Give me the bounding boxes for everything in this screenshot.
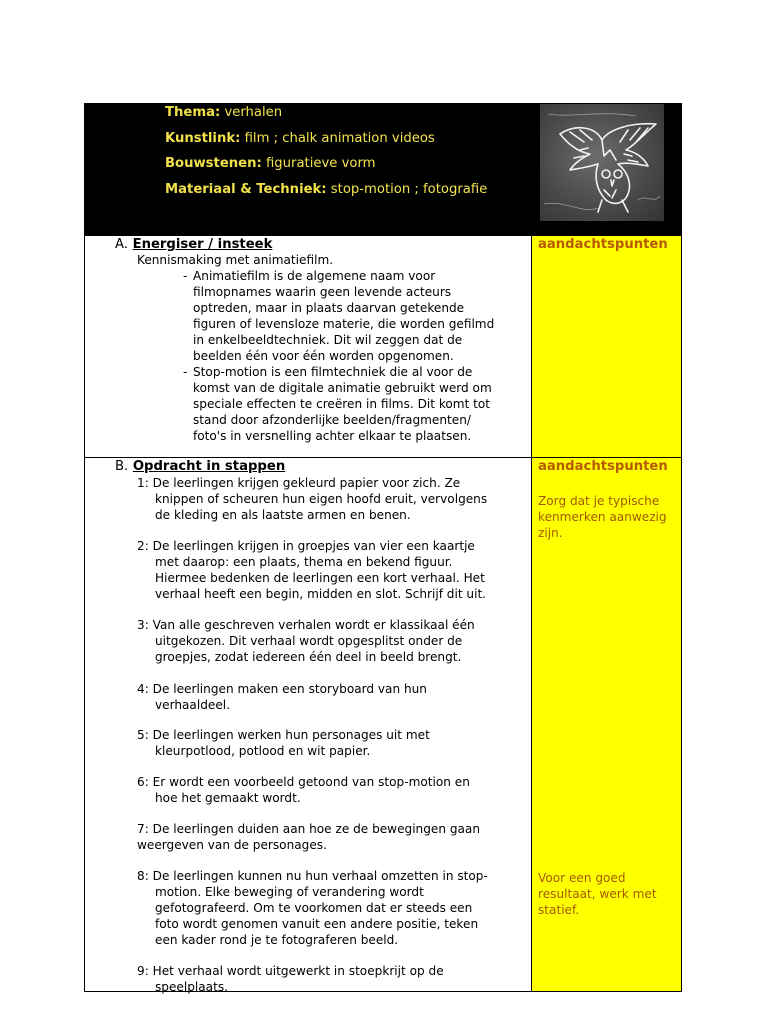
bouwstenen-label: Bouwstenen: <box>165 156 262 171</box>
bullet-2-dash: - <box>183 365 188 379</box>
step-line: motion. Elke beweging of verandering wordt <box>155 885 424 899</box>
step-line: groepjes, zodat iedereen één deel in beeld brengt. <box>155 650 462 664</box>
bullet-2-line: Stop-motion is een filmtechniek die al voor de <box>193 365 473 379</box>
section-b-heading: Opdracht in stappen <box>132 459 286 474</box>
step-number: 9: <box>137 964 149 978</box>
step-number: 7: <box>137 822 149 836</box>
step-line: Van alle geschreven verhalen wordt er klassikaal één <box>152 618 475 632</box>
note-line: zijn. <box>538 526 563 540</box>
note-line: kenmerken aanwezig <box>538 510 667 524</box>
step-number: 4: <box>137 682 149 696</box>
step-line: De leerlingen werken hun personages uit met <box>152 728 430 742</box>
step-6 <box>137 775 470 791</box>
bullet-2-line: stand door afzonderlijke beelden/fragmenten/ <box>193 413 471 427</box>
note-line: Voor een goed <box>538 871 626 885</box>
kunstlink-label: Kunstlink: <box>165 130 241 146</box>
header-block <box>85 104 681 235</box>
step-line: uitgekozen. Dit verhaal wordt opgesplitst onder de <box>155 634 463 648</box>
step-line: De leerlingen duiden aan hoe ze de bewegingen gaan <box>152 822 481 836</box>
header-line-materiaal <box>165 181 487 207</box>
step-line: een kader rond je te fotograferen beeld. <box>155 933 399 947</box>
step-line: de kleding en als laatste armen en benen. <box>155 508 411 522</box>
step-2 <box>137 539 475 555</box>
step-line: met daarop: een plaats, thema en bekend figuur. <box>155 555 453 569</box>
step-number: 3: <box>137 618 149 632</box>
bullet-1-dash: - <box>183 269 188 283</box>
materiaal-label: Materiaal & Techniek: <box>165 181 327 197</box>
bullet-2-line: foto's in versnelling achter elkaar te plaatsen. <box>193 429 472 443</box>
bullet-1-line: beelden één voor één worden opgenomen. <box>193 349 454 363</box>
note-line: Zorg dat je typische <box>538 494 660 508</box>
section-a-notes-title: aandachtspunten <box>538 237 668 252</box>
section-a-heading: Energiser / insteek <box>132 237 273 252</box>
section-a-letter: A. <box>115 237 128 252</box>
step-number: 1: <box>137 476 149 490</box>
section-b-notes-column <box>531 458 681 991</box>
section-a-title <box>115 237 272 252</box>
step-line: gefotografeerd. Om te voorkomen dat er steeds een <box>155 901 473 915</box>
step-4 <box>137 682 427 698</box>
section-energiser <box>85 235 681 457</box>
step-line: Er wordt een voorbeeld getoond van stop-motion en <box>152 775 470 789</box>
thema-value: verhalen <box>224 105 283 120</box>
step-line: kleurpotlood, potlood en wit papier. <box>155 744 371 758</box>
step-line: De leerlingen maken een storyboard van hun <box>152 682 427 696</box>
step-line: De leerlingen kunnen nu hun verhaal omzetten in stop- <box>152 869 488 883</box>
thema-label: Thema: <box>165 105 221 120</box>
header-line-bouwstenen <box>165 155 487 181</box>
section-a-intro: Kennismaking met animatiefilm. <box>137 253 334 267</box>
step-line: foto wordt genomen vanuit een andere positie, teken <box>155 917 479 931</box>
owl-chalk-image <box>540 104 664 221</box>
step-9 <box>137 964 444 980</box>
bullet-1-line: filmopnames waarin geen levende acteurs <box>193 285 452 299</box>
kunstlink-value: film ; chalk animation videos <box>244 130 435 146</box>
step-line: knippen of scheuren hun eigen hoofd eruit, vervolgens <box>155 492 488 506</box>
bouwstenen-value: figuratieve vorm <box>265 156 376 171</box>
step-line: Hiermee bedenken de leerlingen een kort verhaal. Het <box>155 571 485 585</box>
header-lines <box>165 104 487 206</box>
step-8 <box>137 869 488 885</box>
step-1 <box>137 476 460 492</box>
step-5 <box>137 728 430 744</box>
step-line: De leerlingen krijgen gekleurd papier voor zich. Ze <box>152 476 461 490</box>
step-3 <box>137 618 475 634</box>
bullet-1-line: Animatiefilm is de algemene naam voor <box>193 269 436 283</box>
bullet-1-line: optreden, maar in plaats daarvan getekende <box>193 301 465 315</box>
step-line: weergeven van de personages. <box>137 838 327 852</box>
bullet-1-line: figuren of levensloze materie, die worden gefilmd <box>193 317 495 331</box>
step-7 <box>137 822 480 838</box>
step-number: 5: <box>137 728 149 742</box>
section-b-notes-title: aandachtspunten <box>538 459 668 474</box>
header-line-kunstlink <box>165 130 487 156</box>
step-line: speelplaats. <box>155 980 228 994</box>
step-number: 2: <box>137 539 149 553</box>
step-line: verhaal heeft een begin, midden en slot. Schrijf dit uit. <box>155 587 487 601</box>
bullet-2-line: speciale effecten te creëren in films. Dit komt tot <box>193 397 491 411</box>
lesson-document <box>84 103 682 992</box>
step-number: 6: <box>137 775 149 789</box>
bullet-1-line: in enkelbeeldtechniek. Dit wil zeggen dat de <box>193 333 463 347</box>
materiaal-value: stop-motion ; fotografie <box>330 181 488 197</box>
note-line: statief. <box>538 903 580 917</box>
step-line: verhaaldeel. <box>155 698 230 712</box>
section-opdracht <box>85 457 681 994</box>
section-b-title <box>115 459 285 474</box>
section-b-letter: B. <box>115 459 129 474</box>
note-line: resultaat, werk met <box>538 887 657 901</box>
section-a-notes-column <box>531 236 681 457</box>
step-number: 8: <box>137 869 149 883</box>
owl-drawing <box>540 104 664 221</box>
header-line-thema <box>165 104 487 130</box>
step-line: hoe het gemaakt wordt. <box>155 791 301 805</box>
bullet-2-line: komst van de digitale animatie gebruikt werd om <box>193 381 492 395</box>
step-line: Het verhaal wordt uitgewerkt in stoepkrijt op de <box>152 964 444 978</box>
step-line: De leerlingen krijgen in groepjes van vier een kaartje <box>152 539 475 553</box>
